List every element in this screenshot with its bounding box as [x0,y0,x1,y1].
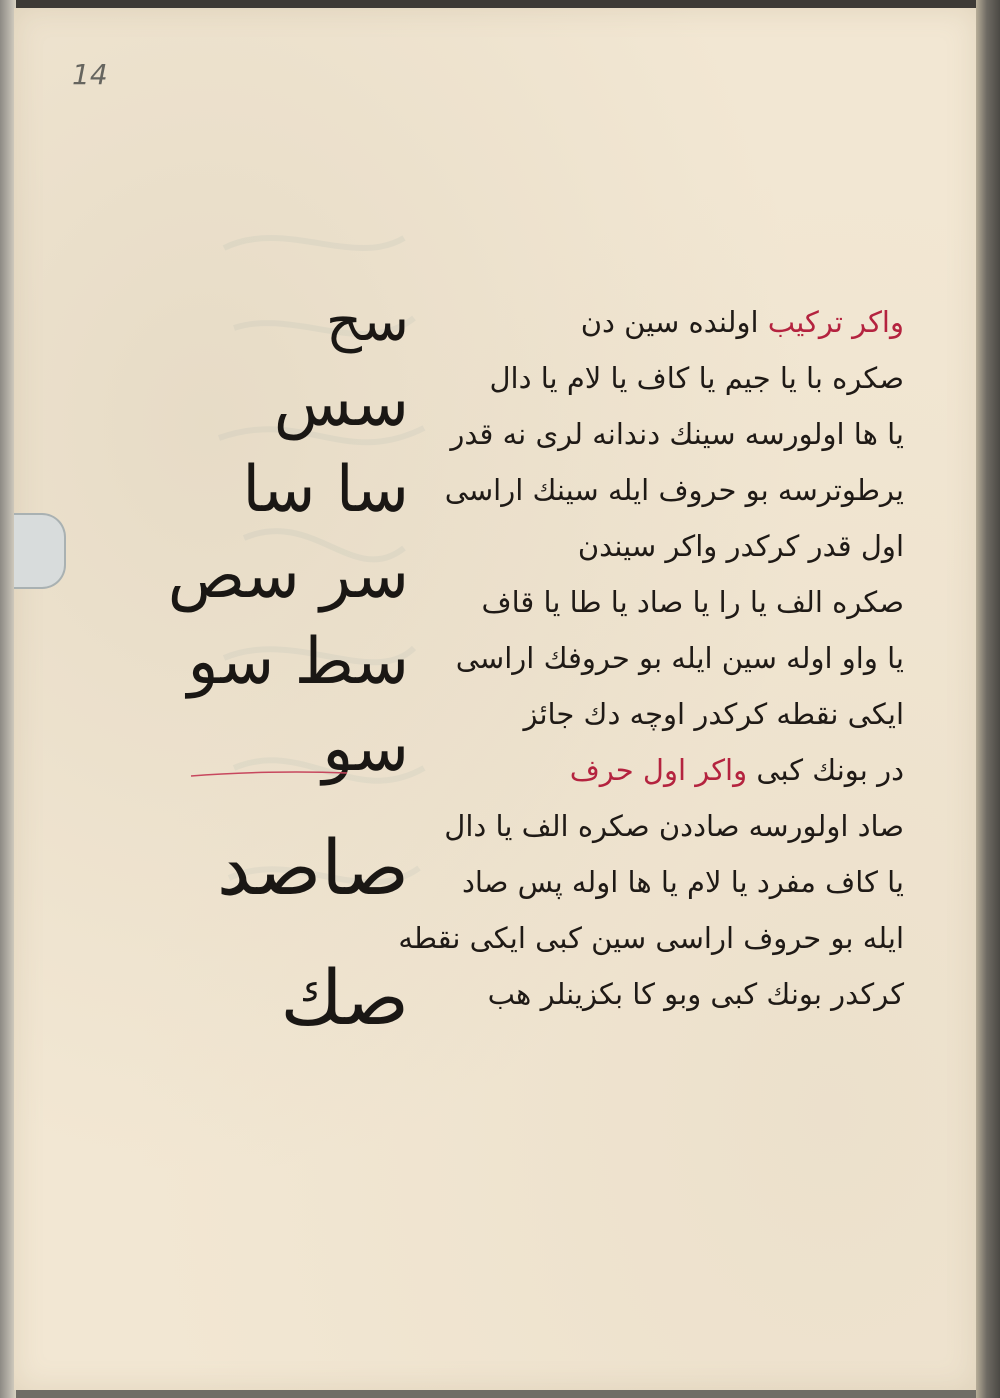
practice-line-7: صاصد [216,823,409,912]
line-text: در بونك كبى [747,753,904,787]
practice-line-1: سح [325,289,409,354]
text-line-3 [434,406,904,462]
text-line-2 [434,350,904,406]
text-line-9 [434,742,904,798]
text-line-6 [434,574,904,630]
line-text: اول قدر كركدر واكر سيندن [577,529,904,563]
line-text: يا كاف مفرد يا لام يا ها اوله پس صاد [462,865,904,899]
practice-line-6: سو [322,712,409,786]
line-text: كركدر بونك كبى وبو كا بكزينلر هب [487,977,904,1011]
practice-line-4: سر سص [167,539,409,613]
practice-line-5: سط سو [187,625,409,699]
line-text: صاد اولورسه صاددن صكره الف يا دال [444,809,904,843]
line-text: يا واو اوله سين ايله بو حروفك اراسى [455,641,904,675]
text-line-11 [434,854,904,910]
line-text: صكره الف يا را يا صاد يا طا يا قاف [481,585,904,619]
text-line-8 [434,686,904,742]
text-line-1 [434,294,904,350]
text-line-10 [434,798,904,854]
line-text: ايله بو حروف اراسى سين كبى ايكى نقطه [398,921,904,955]
line-text: يا ها اولورسه سينك دندانه لرى نه قدر [450,417,904,451]
text-line-13 [434,966,904,1022]
line-text: اولنده سين دن [580,305,768,339]
text-line-12 [398,910,904,966]
scan-background-right [976,0,1000,1398]
letter-practice-column [124,283,409,1053]
practice-line-2: سس [273,367,409,441]
line-text: صكره با يا جيم يا كاف يا لام يا دال [489,361,904,395]
line-text: ايكى نقطه كركدر اوچه دك جائز [523,697,904,731]
rubric-heading: واكر اول حرف [569,753,748,787]
text-line-5 [434,518,904,574]
line-text: يرطوترسه بو حروف ايله سينك اراسى [444,473,904,507]
page-number: 14 [72,58,108,91]
main-text-block [398,294,904,1022]
manuscript-page [14,8,976,1390]
text-line-4 [434,462,904,518]
rubric-heading: واكر تركيب [767,305,904,339]
practice-line-3: سا سا [242,453,409,527]
clip-tab [14,513,66,589]
text-line-7 [434,630,904,686]
red-rule-stroke [189,770,349,778]
practice-line-8: صك [280,953,409,1042]
